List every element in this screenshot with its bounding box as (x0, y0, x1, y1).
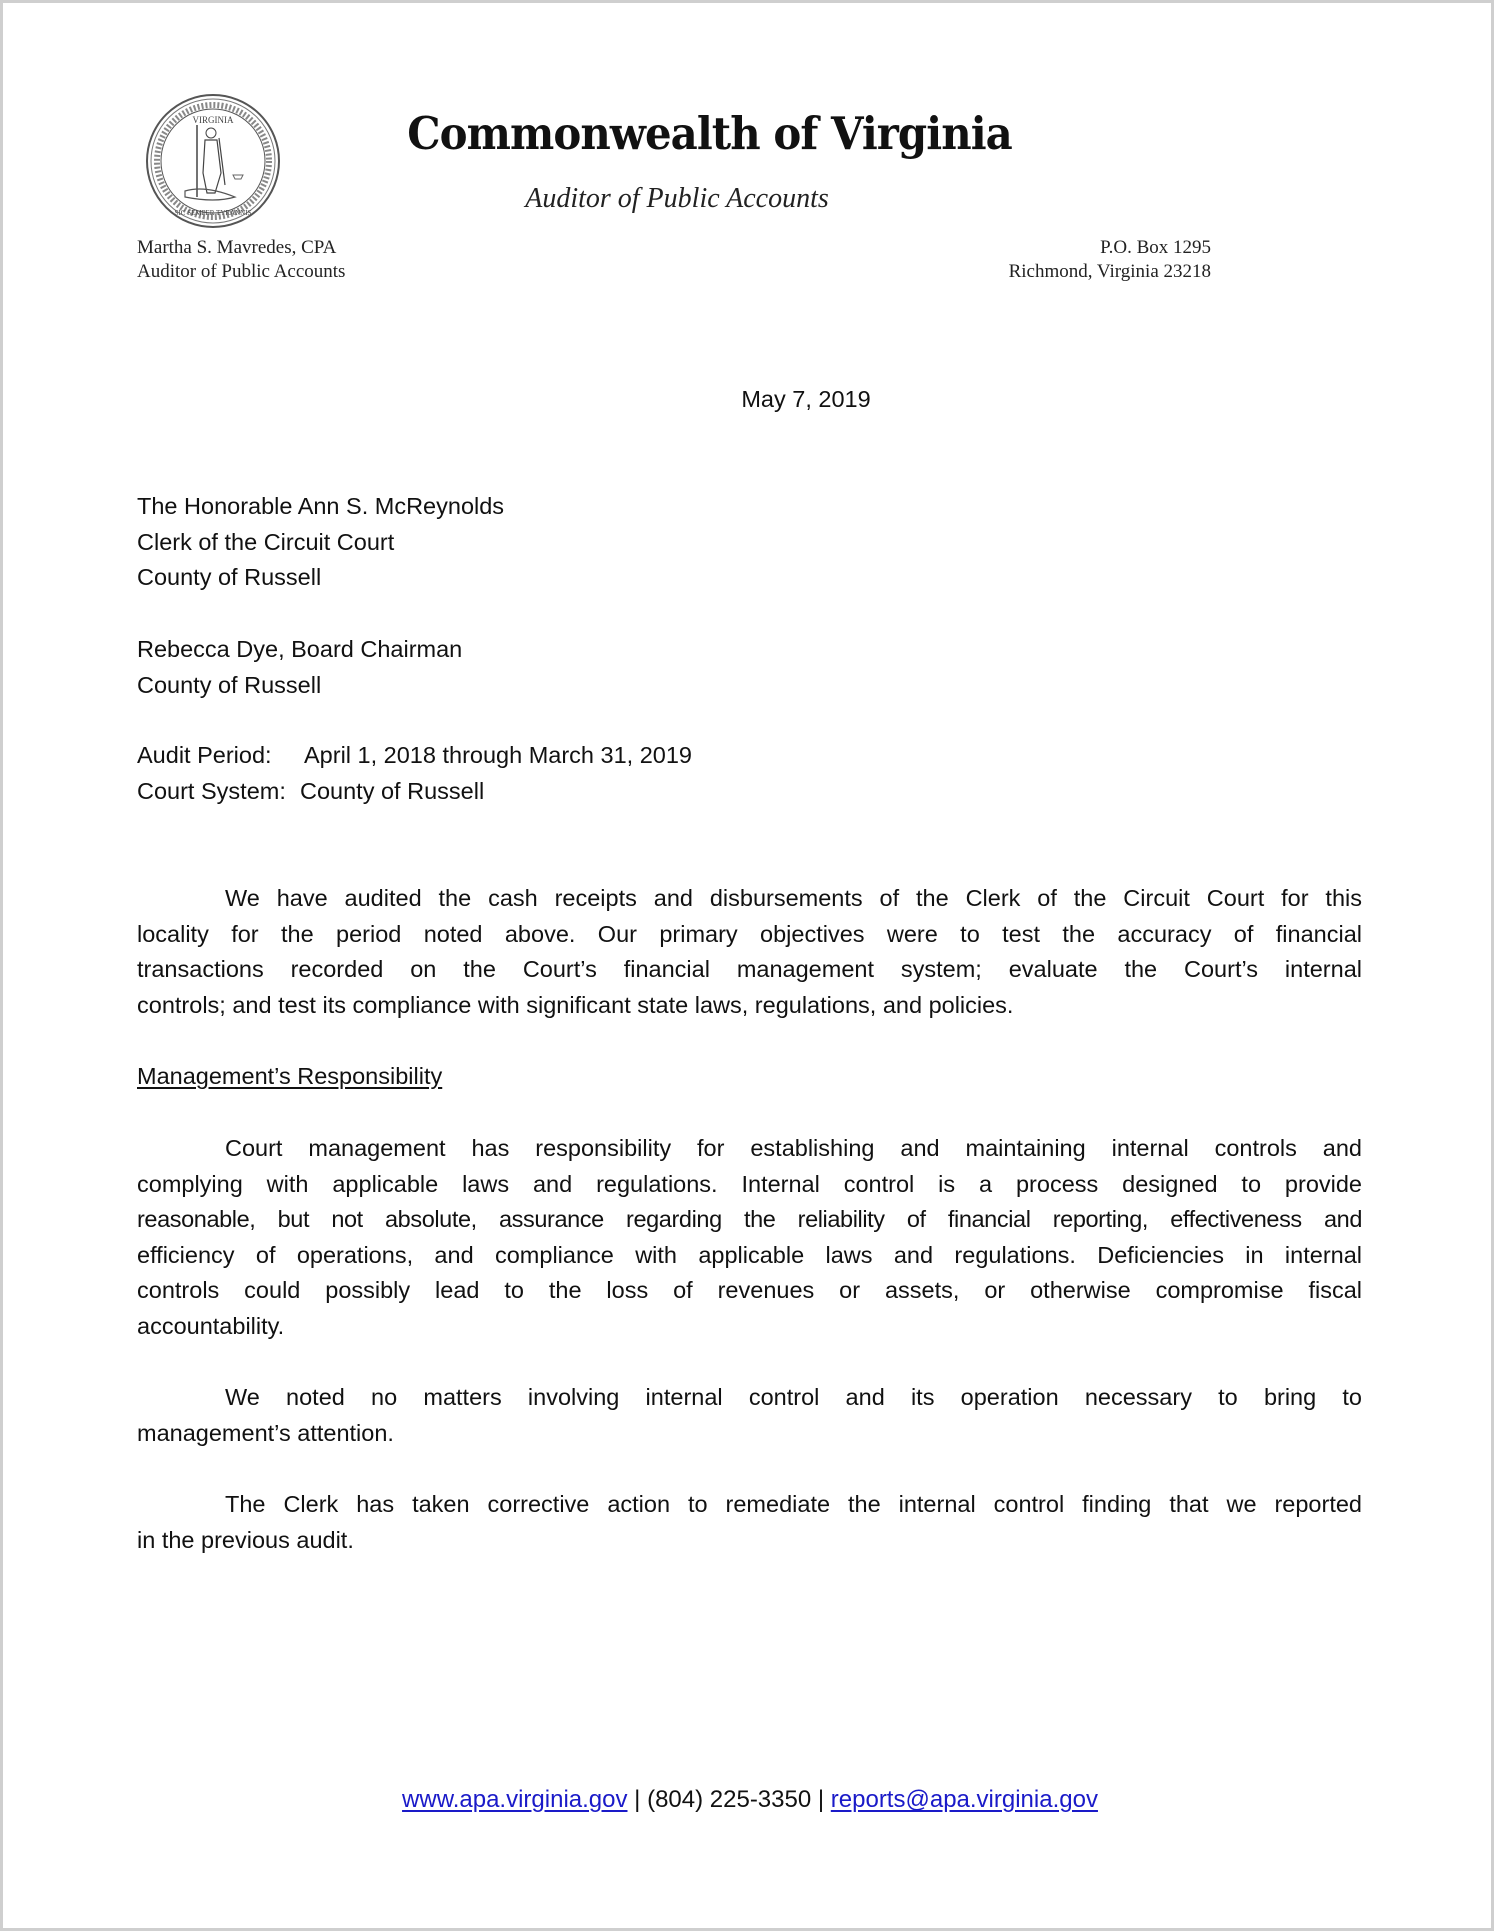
court-system-value: County of Russell (300, 777, 485, 804)
svg-text:VIRGINIA: VIRGINIA (192, 115, 234, 125)
paragraph-line: in the previous audit. (137, 1526, 354, 1553)
recipient-locality: County of Russell (137, 671, 322, 698)
paragraph-line: We have audited the cash receipts and disbursements of the Clerk of the Circuit Court for this (225, 885, 1362, 911)
letter-date: May 7, 2019 (741, 386, 871, 412)
recipient-name: Rebecca Dye, Board Chairman (137, 636, 463, 662)
paragraph-line: efficiency of operations, and compliance with applicable laws and regulations. Deficiencies in internal (137, 1241, 1362, 1268)
auditor-info (137, 236, 345, 284)
paragraph-line: locality for the period noted above. Our primary objectives were to test the accuracy of financial (137, 920, 1362, 947)
footer-contact (203, 1782, 1297, 1818)
paragraph-line: Court management has responsibility for establishing and maintaining internal controls and (225, 1135, 1362, 1161)
addressee-name: The Honorable Ann S. McReynolds (137, 493, 505, 519)
mailing-address (903, 236, 1211, 284)
paragraph-no-matters (137, 1380, 1362, 1451)
paragraph-corrective-action (137, 1487, 1362, 1558)
paragraph-audit-scope (137, 881, 1362, 1023)
paragraph-line: controls; and test its compliance with significant state laws, regulations, and policies. (137, 991, 1014, 1018)
addressee-locality: County of Russell (137, 564, 322, 591)
letterhead-title: Commonwealth of Virginia (407, 107, 1012, 160)
website-link[interactable]: www.apa.virginia.gov (402, 1786, 628, 1813)
addressee-block (137, 489, 504, 596)
paragraph-line: complying with applicable laws and regulations. Internal control is a process designed to provide (137, 1170, 1362, 1197)
audit-info-block (137, 738, 692, 809)
footer-separator: | (817, 1786, 825, 1813)
email-link[interactable]: reports@apa.virginia.gov (830, 1786, 1098, 1813)
paragraph-management-responsibility (137, 1131, 1362, 1345)
paragraph-line: accountability. (137, 1312, 285, 1339)
section-heading: Management’s Responsibility (137, 1063, 443, 1089)
svg-text:SIC SEMPER TYRANNIS: SIC SEMPER TYRANNIS (174, 209, 252, 217)
court-system-row (137, 774, 692, 810)
footer-separator: | (634, 1786, 641, 1813)
letterhead-subtitle: Auditor of Public Accounts (525, 183, 829, 214)
paragraph-line: controls could possibly lead to the loss of revenues or assets, or otherwise compromise fiscal (137, 1277, 1362, 1304)
phone-number: (804) 225-3350 (647, 1786, 812, 1813)
audit-period-value: April 1, 2018 through March 31, 2019 (304, 742, 693, 768)
second-recipient-block (137, 632, 462, 703)
paragraph-line: management’s attention. (137, 1419, 394, 1446)
po-box: P.O. Box 1295 (1100, 237, 1211, 258)
paragraph-line: We noted no matters involving internal control and its operation necessary to bring to (225, 1384, 1362, 1410)
virginia-state-seal-icon (145, 93, 281, 229)
paragraph-line: transactions recorded on the Court’s financial management system; evaluate the Court’s internal (137, 956, 1362, 983)
auditor-name: Martha S. Mavredes, CPA (137, 237, 337, 258)
auditor-title: Auditor of Public Accounts (137, 261, 346, 282)
paragraph-line: The Clerk has taken corrective action to remediate the internal control finding that we reported (225, 1491, 1362, 1517)
paragraph-line: reasonable, but not absolute, assurance regarding the reliability of financial reporting, effectiveness and (137, 1206, 1362, 1233)
audit-period-label: Audit Period: (137, 742, 272, 768)
audit-period-row (137, 738, 692, 774)
court-system-label: Court System: (137, 777, 286, 804)
city-state-zip: Richmond, Virginia 23218 (1008, 261, 1211, 282)
addressee-title: Clerk of the Circuit Court (137, 528, 395, 555)
